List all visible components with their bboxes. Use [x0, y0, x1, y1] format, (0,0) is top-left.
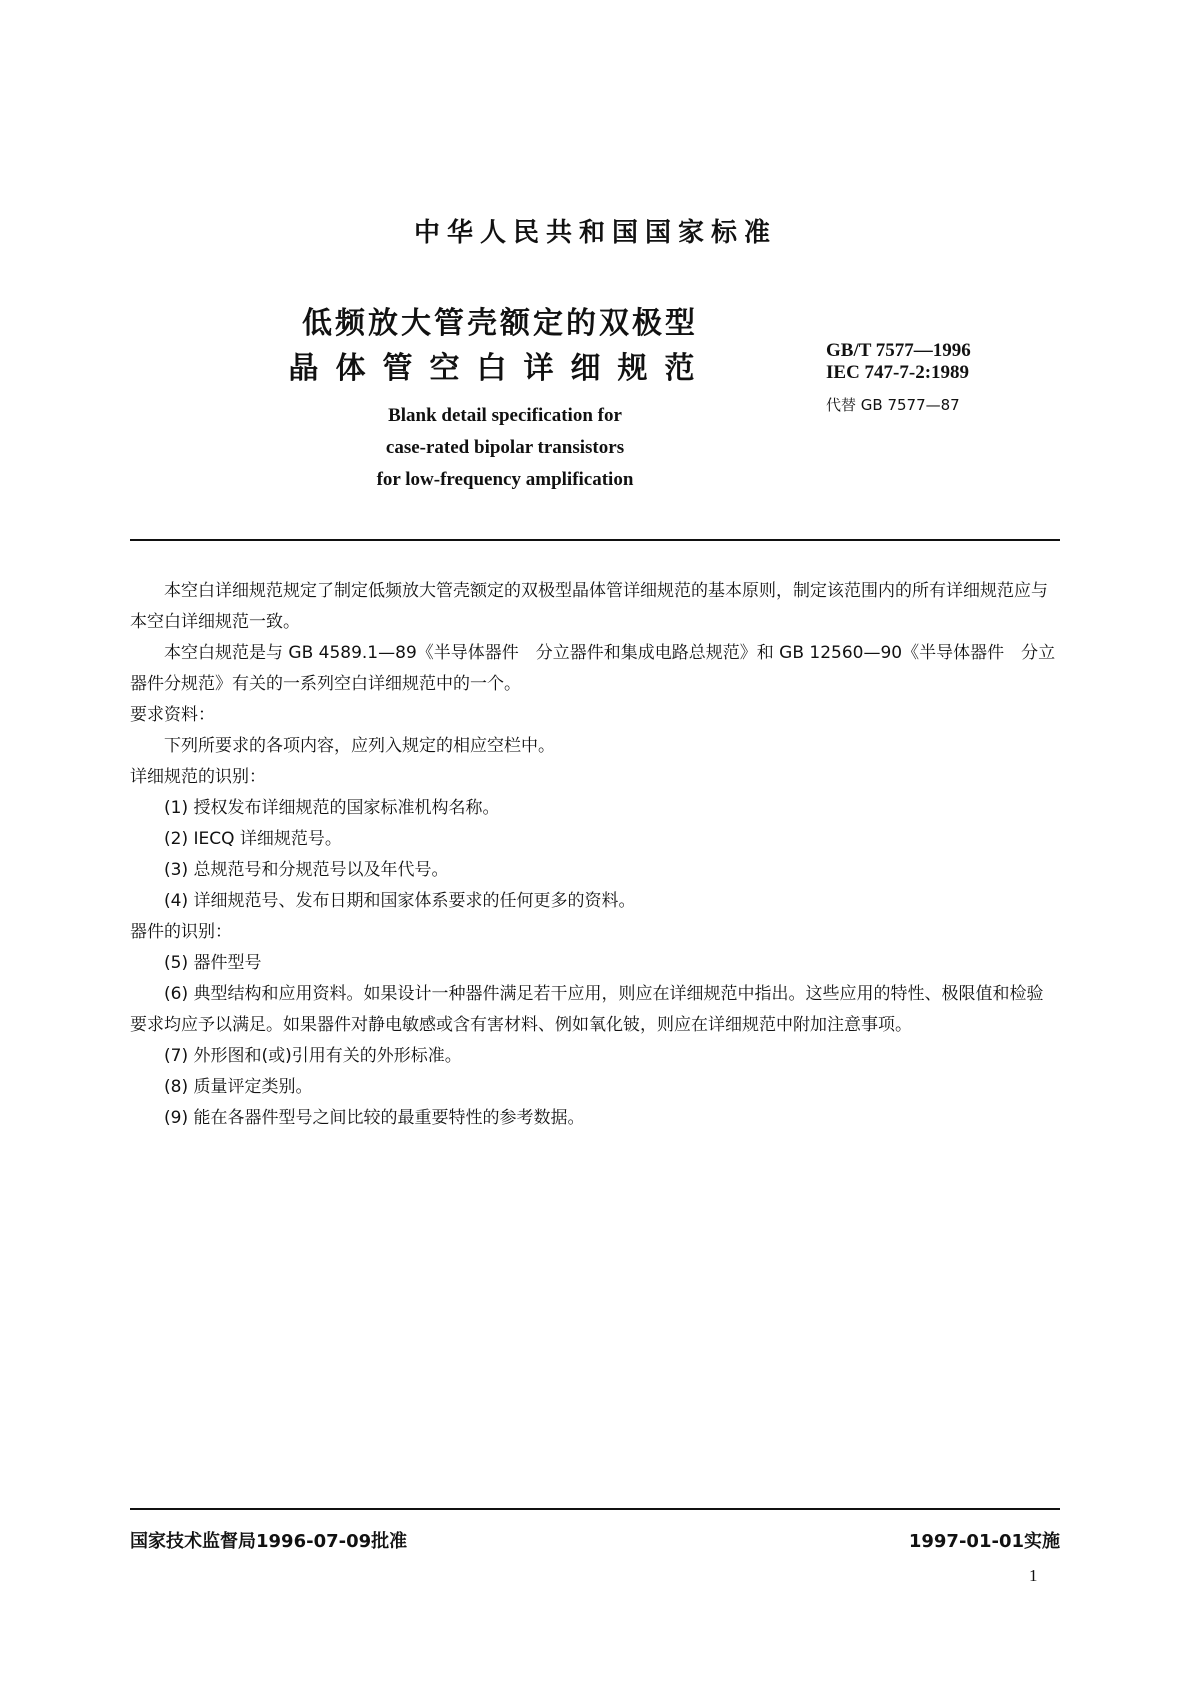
chinese-title-line-2: 晶体管空白详细规范 [288, 351, 712, 386]
list-item: (4) 详细规范号、发布日期和国家体系要求的任何更多的资料。 [164, 891, 636, 911]
top-divider [130, 539, 1060, 541]
required-info-text: 下列所要求的各项内容，应列入规定的相应空栏中。 [164, 736, 555, 756]
required-info-heading: 要求资料： [130, 705, 215, 725]
list-item: (7) 外形图和(或)引用有关的外形标准。 [164, 1046, 462, 1066]
english-title-line: for low-frequency amplification [376, 469, 634, 490]
approval-date: 国家技术监督局1996-07-09批准 [130, 1531, 408, 1552]
chinese-title-line-1: 低频放大管壳额定的双极型 [302, 306, 698, 341]
list-item: (8) 质量评定类别。 [164, 1077, 313, 1097]
list-item: (9) 能在各器件型号之间比较的最重要特性的参考数据。 [164, 1108, 585, 1128]
iec-standard-number: IEC 747-7-2:1989 [826, 362, 970, 383]
spec-identification-heading: 详细规范的识别： [130, 767, 266, 787]
list-item: (1) 授权发布详细规范的国家标准机构名称。 [164, 798, 500, 818]
page-number: 1 [1029, 1566, 1038, 1585]
bottom-divider [130, 1508, 1060, 1510]
list-item: (5) 器件型号 [164, 953, 262, 973]
replaces-standard: 代替 GB 7577—87 [826, 396, 960, 414]
implementation-date: 1997-01-01实施 [908, 1531, 1060, 1552]
english-title-line: case-rated bipolar transistors [385, 437, 625, 458]
english-title [290, 400, 720, 496]
paragraph-relation: 本空白规范是与 GB 4589.1—89《半导体器件 分立器件和集成电路总规范》和 GB 12560—90《半导体器件 分立器件分规范》有关的一系列空白详细规范中的一个。 [130, 643, 1056, 694]
list-item: (2) IECQ 详细规范号。 [164, 829, 342, 849]
paragraph-scope: 本空白详细规范规定了制定低频放大管壳额定的双极型晶体管详细规范的基本原则，制定该范围内的所有详细规范应与本空白详细规范一致。 [130, 581, 1048, 632]
english-title-line: Blank detail specification for [388, 405, 622, 426]
device-identification-heading: 器件的识别： [130, 922, 232, 942]
standard-type-header: 中华人民共和国国家标准 [413, 218, 777, 248]
standard-number-block [826, 340, 971, 384]
document-body [130, 576, 1060, 1134]
list-item: (3) 总规范号和分规范号以及年代号。 [164, 860, 449, 880]
gb-standard-number: GB/T 7577—1996 [826, 340, 971, 361]
list-item: (6) 典型结构和应用资料。如果设计一种器件满足若干应用，则应在详细规范中指出。这些应用的特性、极限值和检验要求均应予以满足。如果器件对静电敏感或含有害材料、例如氧化铍，则应在详细规范中附加注意事项。 [130, 984, 1044, 1035]
